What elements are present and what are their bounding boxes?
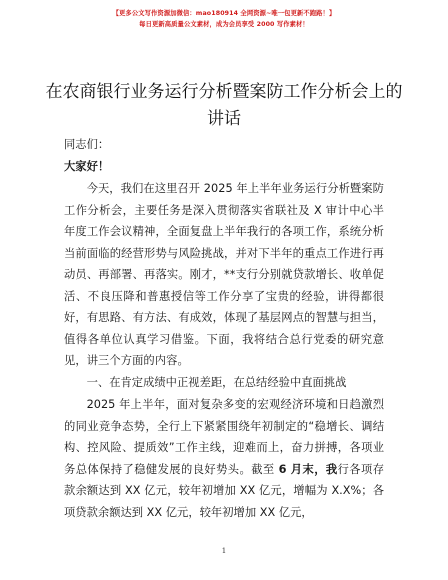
paragraph-text-segment: 2025 年上半年，面对复杂多变的宏观经济环境和日趋激烈的同业竞争态势，全行上下紧紧围绕年初制定的“稳增长、调结构、控风险、提质效”工作主线，迎难而上，奋力拼搏，各项业务总体保持了稳健发展的良好势头。截至 [64, 398, 384, 476]
paragraph-text-segment: 行各项存款余额达到 XX 亿元，较年初增加 XX 亿元，增幅为 X.X%；各项贷款余额达到 XX 亿元，较年初增加 XX 亿元， [64, 462, 384, 519]
promo-banner-line-2: 每日更新高质量公文素材，成为会员享受 2000 写作素材！ [139, 21, 309, 28]
section-heading-1: 一、在肯定成绩中正视差距，在总结经验中直面挑战 [86, 376, 347, 389]
paragraph-bold-segment: 6 月末，我 [278, 462, 338, 476]
promo-banner [0, 8, 448, 30]
document-title: 在农商银行业务运行分析暨案防工作分析会上的讲话 [45, 82, 403, 129]
promo-banner-line-1: 【更多公文写作资源加微信：mao180914 全网资源~唯一包更新不跑路！】 [112, 10, 336, 17]
paragraph-first-half-review [64, 394, 384, 523]
greeting: 同志们： [64, 138, 110, 151]
paragraph-introduction: 今天，我们在这里召开 2025 年上半年业务运行分析暨案防工作分析会，主要任务是深入贯彻落实省联社及 X 审计中心半年度工作会议精神，全面复盘上半年我行的各项工作，系统分析当前面临的经营形势与风险挑战，并对下半年的重点工作进行再动员、再部署、再落实。刚才，**支行分别就贷款增长、收单促活、不良压降和普惠授信等工作分享了宝贵的经验，讲得都很好，有思路、有方法、有成效，体现了基层网点的智慧与担当，值得各单位认真学习借鉴。下面，我将结合总行党委的研究意见，讲三个方面的内容。 [64, 182, 384, 367]
page-number: 1 [221, 547, 227, 555]
salutation: 大家好！ [64, 160, 110, 173]
